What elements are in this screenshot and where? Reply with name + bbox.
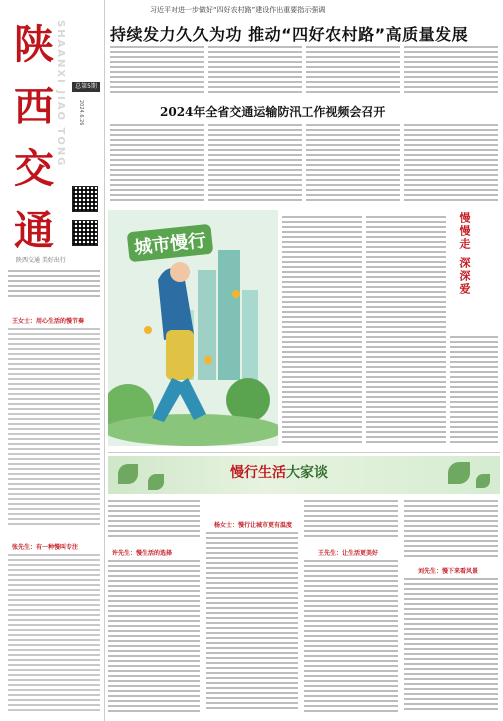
col4-head: 王先生：让生活更美好 bbox=[318, 550, 379, 557]
masthead-char-3: 交 bbox=[14, 145, 54, 192]
second-body-col4 bbox=[404, 124, 498, 206]
leaf-decoration-4 bbox=[476, 474, 490, 488]
bottom-col4-body-top bbox=[404, 500, 498, 560]
bottom-col1-body-top bbox=[108, 500, 200, 540]
issue-badge: 总第5期 bbox=[72, 82, 100, 92]
leaf-decoration-1 bbox=[118, 464, 138, 484]
bottom-col2-body bbox=[206, 532, 298, 716]
col1-body1 bbox=[8, 328, 100, 530]
bottom-col3-body bbox=[304, 560, 398, 716]
masthead-char-4: 通 bbox=[14, 207, 54, 254]
leaf-decoration-3 bbox=[448, 462, 470, 484]
second-body-col1 bbox=[110, 124, 204, 206]
col3-head: 杨女士：慢行让城市更有温度 bbox=[214, 522, 293, 529]
col2-head: 许先生：慢生活的选择 bbox=[112, 550, 173, 557]
bottom-col3-body-top bbox=[304, 500, 398, 540]
second-headline: 2024年全省交通运输防汛工作视频会召开 bbox=[160, 105, 386, 119]
lead-body-col4 bbox=[404, 46, 498, 96]
feature-body-col2 bbox=[366, 216, 446, 446]
feature-body-col3 bbox=[450, 336, 498, 446]
masthead-pinyin: SHAANXI JIAO TONG bbox=[55, 20, 66, 168]
col1-head2: 张先生：有一种慢叫专注 bbox=[12, 544, 79, 551]
column-rule-left bbox=[104, 0, 105, 721]
feature-side-headline: 慢慢走 深深爱 bbox=[458, 212, 471, 296]
bottom-col4-body bbox=[404, 578, 498, 716]
feature-banner bbox=[108, 456, 500, 494]
lead-headline: 持续发力久久为功 推动“四好农村路”高质量发展 bbox=[110, 25, 469, 44]
second-body-col2 bbox=[208, 124, 302, 206]
second-body-col3 bbox=[306, 124, 400, 206]
banner-title-red: 慢行生活 bbox=[230, 465, 286, 481]
illustration-title: 城市慢行 bbox=[127, 224, 214, 263]
bottom-col1-body bbox=[108, 560, 200, 716]
masthead-slogan: 陕西交通 美好出行 bbox=[16, 257, 66, 264]
city-slow-walk-illustration bbox=[108, 210, 278, 446]
lead-kicker: 习近平对进一步做好“四好农村路”建设作出重要指示强调 bbox=[150, 6, 326, 14]
lead-body-col1 bbox=[110, 46, 204, 96]
issue-date: 2024.6.26 bbox=[78, 100, 84, 126]
banner-title bbox=[230, 462, 328, 482]
qr-code-2 bbox=[72, 220, 98, 246]
col5-head: 刘先生：慢下来看风景 bbox=[418, 568, 479, 575]
lead-body-col3 bbox=[306, 46, 400, 96]
lead-body-col2 bbox=[208, 46, 302, 96]
banner-title-green: 大家谈 bbox=[286, 465, 328, 481]
masthead-info-block bbox=[8, 270, 100, 304]
col1-head1: 王女士：用心生活的慢节奏 bbox=[12, 318, 85, 325]
col1-body2 bbox=[8, 554, 100, 714]
qr-code-1 bbox=[72, 186, 98, 212]
masthead-title bbox=[10, 14, 58, 262]
feature-body-col1 bbox=[282, 216, 362, 446]
banner-rule bbox=[108, 452, 500, 453]
leaf-decoration-2 bbox=[148, 474, 164, 490]
masthead-char-1: 陕 bbox=[14, 21, 54, 68]
masthead-char-2: 西 bbox=[14, 83, 54, 130]
